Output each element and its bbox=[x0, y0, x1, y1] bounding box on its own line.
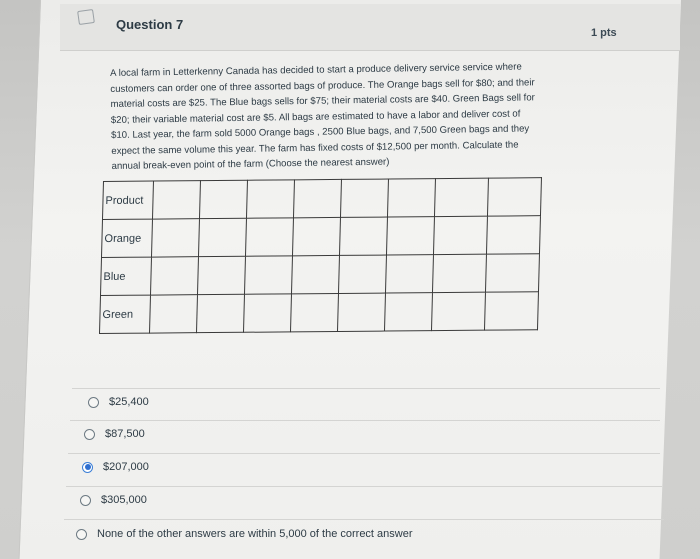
question-points: 1 pts bbox=[591, 27, 617, 39]
table-cell bbox=[198, 218, 246, 256]
table-cell bbox=[244, 294, 292, 332]
answer-option-1[interactable] bbox=[88, 386, 149, 418]
answer-divider bbox=[70, 420, 660, 421]
table-cell bbox=[339, 217, 387, 255]
answer-option-5[interactable] bbox=[76, 518, 413, 550]
radio-button-selected[interactable] bbox=[82, 462, 93, 473]
answer-divider bbox=[66, 486, 662, 487]
table-row bbox=[102, 178, 541, 220]
row-label-green: Green bbox=[100, 295, 151, 333]
table-cell bbox=[487, 178, 541, 216]
question-text-line: $20; their variable material cost are $5. All bags are estimated to have a labor and deliver cost of bbox=[110, 108, 521, 126]
table-cell bbox=[385, 255, 433, 293]
table-cell bbox=[433, 216, 487, 254]
question-text-line: annual break-even point of the farm (Choose the nearest answer) bbox=[111, 156, 390, 172]
answer-label: $207,000 bbox=[103, 461, 149, 473]
table-cell bbox=[150, 257, 198, 295]
row-label-orange: Orange bbox=[101, 219, 152, 257]
table-cell bbox=[386, 217, 434, 255]
table-row bbox=[101, 216, 540, 258]
answer-option-4[interactable] bbox=[80, 484, 147, 516]
flag-question-icon[interactable] bbox=[77, 9, 95, 25]
table-cell bbox=[340, 179, 388, 217]
table-cell bbox=[484, 292, 538, 330]
table-cell bbox=[290, 293, 338, 331]
table-cell bbox=[244, 256, 292, 294]
radio-button[interactable] bbox=[80, 495, 91, 506]
answer-option-3[interactable] bbox=[82, 451, 149, 483]
table-cell bbox=[431, 292, 485, 330]
table-cell bbox=[485, 254, 539, 292]
answer-label: $25,400 bbox=[109, 396, 149, 408]
table-cell bbox=[151, 219, 199, 257]
table-cell bbox=[293, 179, 341, 217]
answer-label: $305,000 bbox=[101, 494, 147, 506]
table-cell bbox=[434, 178, 488, 216]
table-cell bbox=[387, 179, 435, 217]
answer-divider bbox=[68, 453, 660, 454]
table-row bbox=[100, 292, 539, 334]
table-cell bbox=[384, 293, 432, 331]
table-cell bbox=[150, 295, 198, 333]
answer-divider bbox=[72, 388, 660, 389]
question-text-line: A local farm in Letterkenny Canada has decided to start a produce delivery service service where bbox=[110, 61, 522, 79]
table-cell bbox=[199, 180, 247, 218]
question-text-line: $10. Last year, the farm sold 5000 Orange bags , 2500 Blue bags, and 7,500 Green bags and they bbox=[111, 123, 530, 141]
table-cell bbox=[292, 217, 340, 255]
question-text bbox=[110, 58, 622, 174]
table-cell bbox=[245, 218, 293, 256]
product-table bbox=[99, 177, 542, 334]
radio-button[interactable] bbox=[76, 529, 87, 540]
answer-label: None of the other answers are within 5,000 of the correct answer bbox=[97, 528, 413, 540]
table-cell bbox=[246, 180, 294, 218]
answer-option-2[interactable] bbox=[84, 418, 145, 450]
table-cell bbox=[197, 294, 245, 332]
question-text-line: customers can order one of three assorted bags of produce. The Orange bags sell for $80; and their bbox=[110, 76, 535, 95]
table-cell bbox=[337, 293, 385, 331]
table-row bbox=[101, 254, 540, 296]
table-cell bbox=[432, 254, 486, 292]
row-label-blue: Blue bbox=[101, 257, 152, 295]
table-cell bbox=[486, 216, 540, 254]
table-cell bbox=[152, 181, 200, 219]
table-cell bbox=[291, 255, 339, 293]
radio-button[interactable] bbox=[88, 397, 99, 408]
radio-button[interactable] bbox=[84, 429, 95, 440]
question-title: Question 7 bbox=[116, 17, 184, 32]
question-text-line: material costs are $25. The Blue bags sells for $75; their material costs are $40. Green Bags sell for bbox=[110, 92, 535, 110]
answer-label: $87,500 bbox=[105, 428, 145, 440]
table-cell bbox=[338, 255, 386, 293]
question-text-line: expect the same volume this year. The farm has fixed costs of $12,500 per month. Calculate the bbox=[111, 139, 519, 157]
row-label-product: Product bbox=[102, 181, 153, 219]
table-cell bbox=[197, 256, 245, 294]
